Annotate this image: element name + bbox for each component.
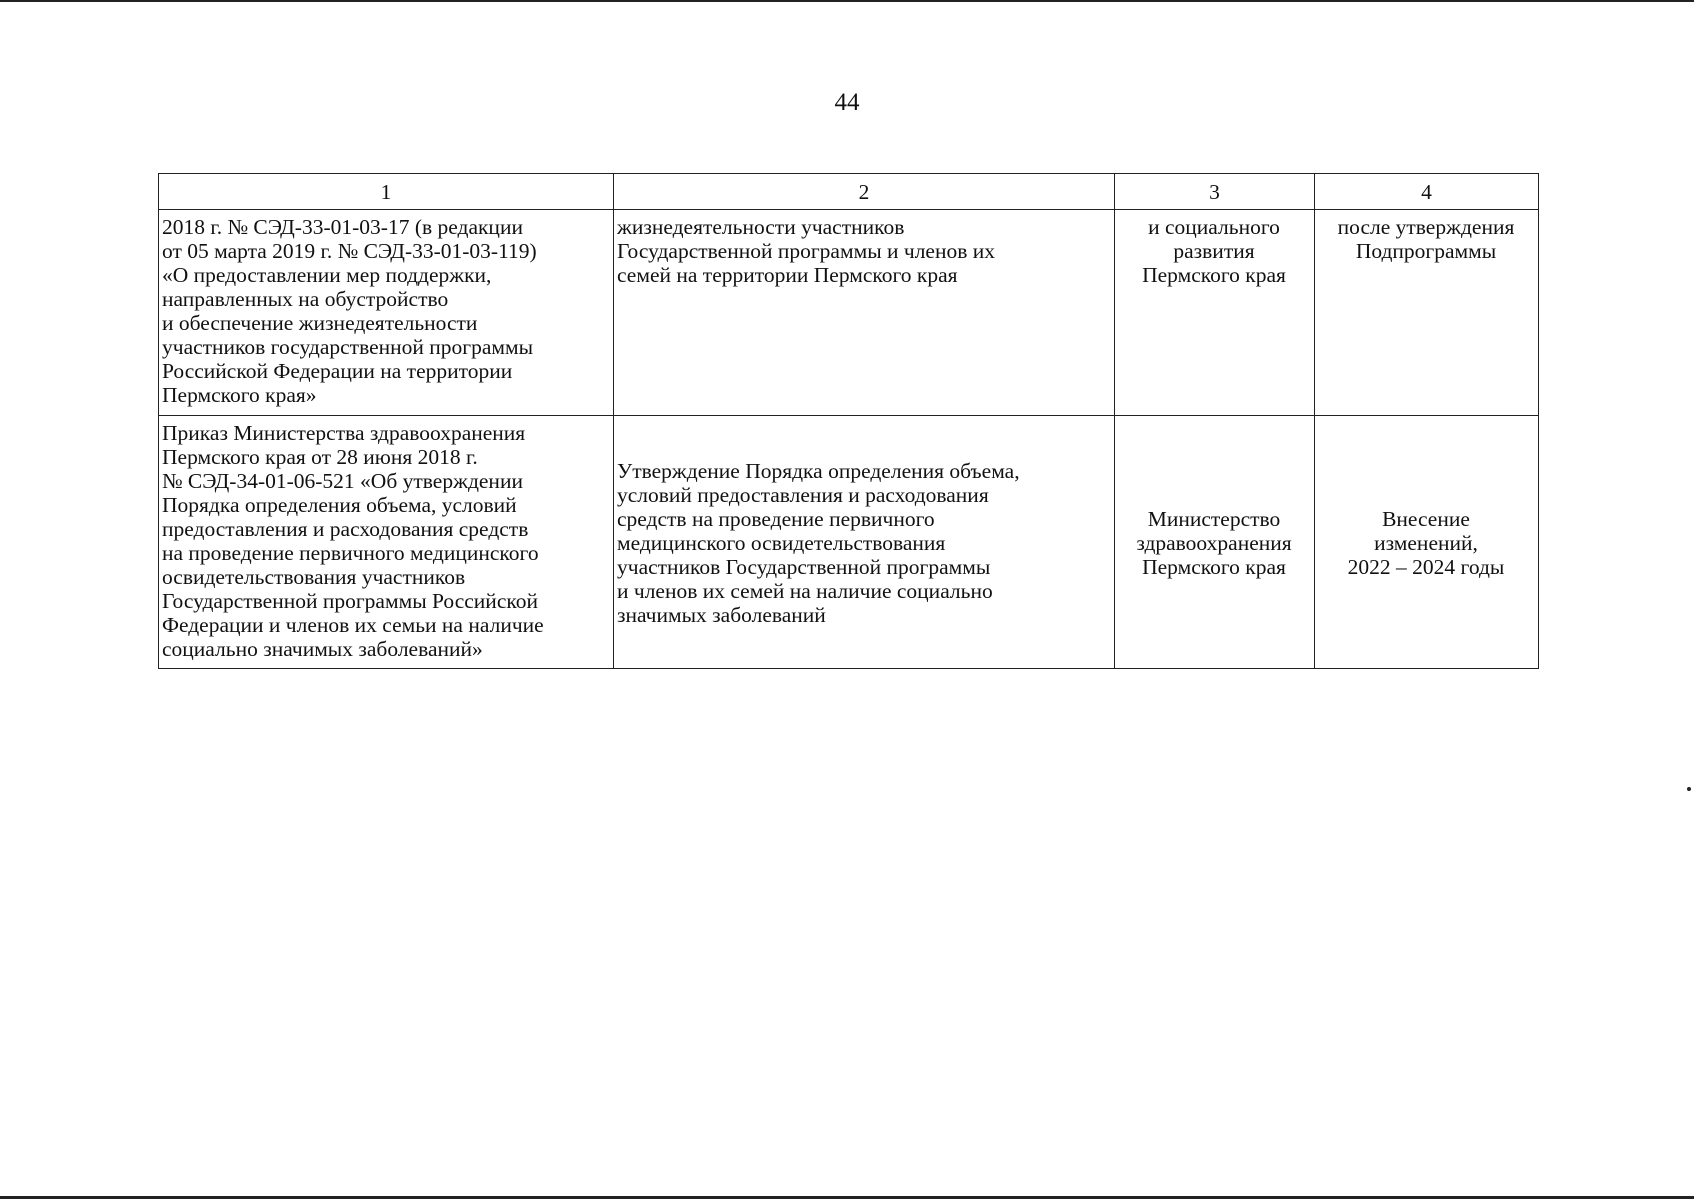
- cell-legal-act: 2018 г. № СЭД-33-01-03-17 (в редакции от 05 марта 2019 г. № СЭД-33-01-03-119) «О предоставлении мер поддержки, направленных на обустройство и обеспечение жизнедеятельности участников государственной программы Российской Федерации на территории Пермского края»: [159, 210, 614, 416]
- table-header-row: [159, 174, 1539, 210]
- scan-speck: [1687, 787, 1691, 791]
- cell-responsible-body: Министерство здравоохранения Пермского края: [1115, 416, 1315, 669]
- table-row: [159, 210, 1539, 416]
- column-header-4: 4: [1315, 174, 1539, 210]
- cell-deadline: после утверждения Подпрограммы: [1315, 210, 1539, 416]
- cell-deadline: Внесение изменений, 2022 – 2024 годы: [1315, 416, 1539, 669]
- page-border-top: [0, 0, 1694, 2]
- column-header-2: 2: [614, 174, 1115, 210]
- page-number: 44: [834, 89, 860, 116]
- cell-description: Утверждение Порядка определения объема, условий предоставления и расходования средств на проведение первичного медицинского освидетельствования участников Государственной программы и членов их семей на наличие социально значимых заболеваний: [614, 416, 1115, 669]
- cell-description: жизнедеятельности участников Государственной программы и членов их семей на территории Пермского края: [614, 210, 1115, 416]
- table-row: [159, 416, 1539, 669]
- cell-legal-act: Приказ Министерства здравоохранения Пермского края от 28 июня 2018 г. № СЭД-34-01-06-521 «Об утверждении Порядка определения объема, условий предоставления и расходования средств на проведение первичного медицинского освидетельствования участников Государственной программы Российской Федерации и членов их семьи на наличие социально значимых заболеваний»: [159, 416, 614, 669]
- document-table: [158, 173, 1539, 669]
- cell-responsible-body: и социального развития Пермского края: [1115, 210, 1315, 416]
- column-header-3: 3: [1115, 174, 1315, 210]
- page-border-bottom: [0, 1196, 1694, 1199]
- column-header-1: 1: [159, 174, 614, 210]
